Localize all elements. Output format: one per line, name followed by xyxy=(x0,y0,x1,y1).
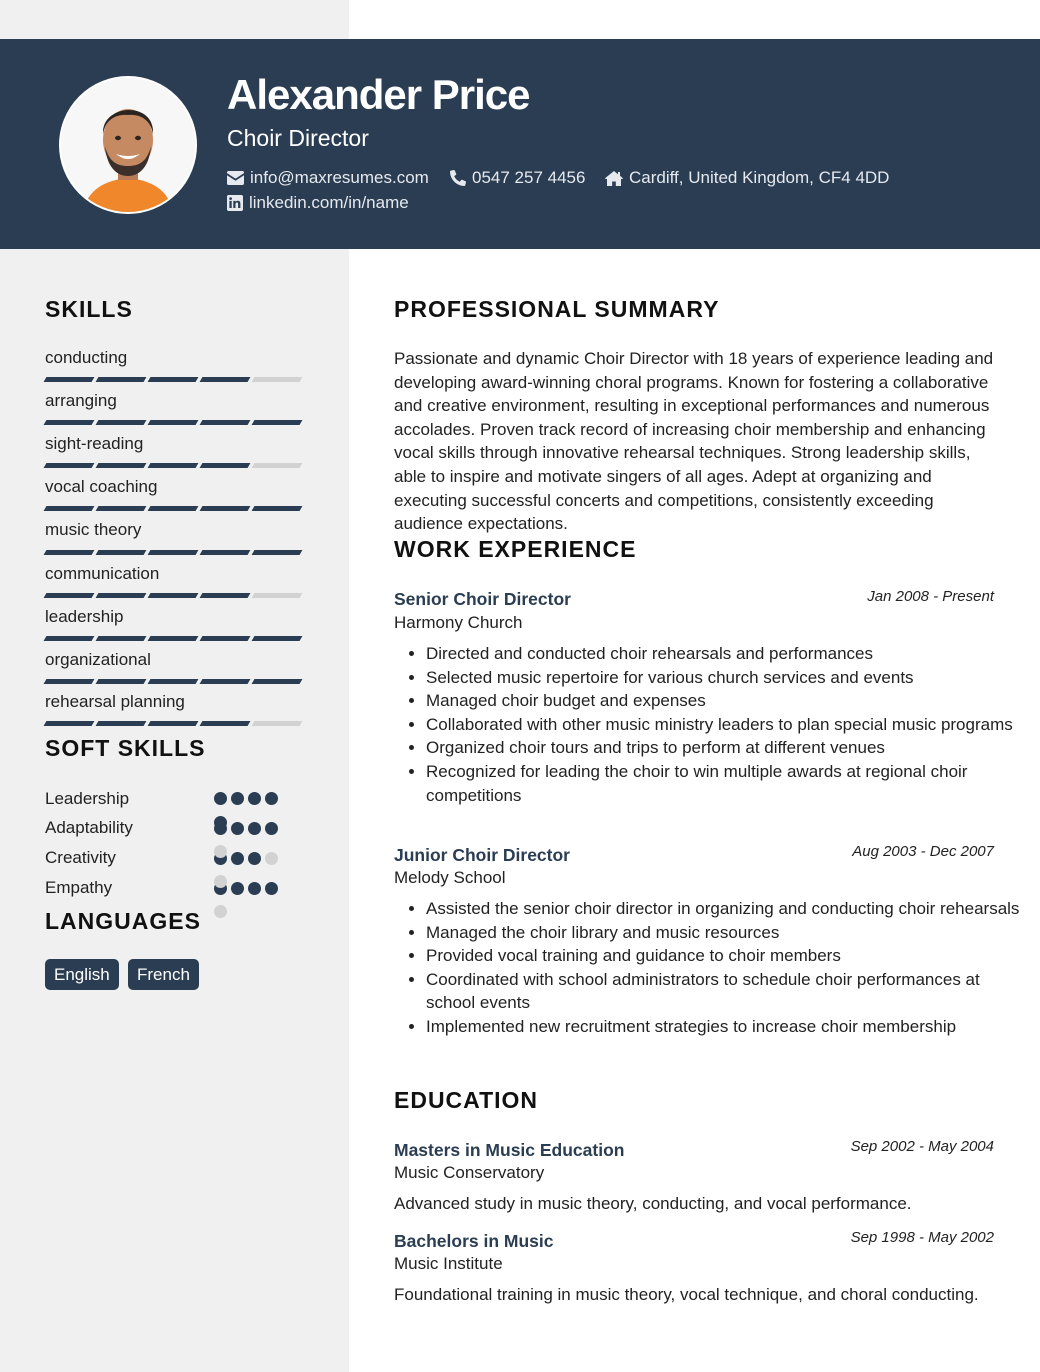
envelope-icon xyxy=(227,171,244,185)
soft-skill-name: Creativity xyxy=(45,848,116,867)
skill-name: communication xyxy=(45,564,160,583)
education-heading: EDUCATION xyxy=(394,1087,539,1113)
school-name: Music Conservatory xyxy=(394,1163,545,1182)
job-bullets xyxy=(394,897,1026,1039)
soft-skills-heading: SOFT SKILLS xyxy=(45,735,206,761)
skill-name: vocal coaching xyxy=(45,477,158,496)
job-organization: Melody School xyxy=(394,868,506,887)
education-dates: Sep 2002 - May 2004 xyxy=(850,1138,994,1155)
soft-skill-rating-dots xyxy=(214,792,278,805)
skill-rating-bar xyxy=(45,506,301,511)
skill-name: sight-reading xyxy=(45,434,144,453)
resume-header xyxy=(0,39,1040,249)
contact-address xyxy=(605,168,889,188)
phone-text: 0547 257 4456 xyxy=(472,168,586,187)
address-text: Cardiff, United Kingdom, CF4 4DD xyxy=(629,168,890,187)
skill-rating-bar xyxy=(45,721,301,726)
job-dates: Aug 2003 - Dec 2007 xyxy=(852,843,994,860)
overflow-dot xyxy=(214,845,227,858)
skill-rating-bar xyxy=(45,550,301,555)
skill-rating-bar xyxy=(45,636,301,641)
list-item: • Organized choir tours and trips to perform at different venues xyxy=(426,736,1026,760)
overflow-dot xyxy=(214,875,227,888)
contact-phone[interactable] xyxy=(450,168,585,188)
job-organization: Harmony Church xyxy=(394,613,523,632)
candidate-name: Alexander Price xyxy=(227,71,530,118)
profile-photo-icon xyxy=(61,78,195,212)
skill-name: arranging xyxy=(45,391,117,410)
skill-rating-bar xyxy=(45,377,301,382)
job-title: Choir Director xyxy=(227,125,369,151)
education-dates: Sep 1998 - May 2002 xyxy=(850,1229,994,1246)
soft-skill-name: Empathy xyxy=(45,878,113,897)
list-item: • Collaborated with other music ministry leaders to plan special music programs xyxy=(426,713,1026,737)
list-item: • Recognized for leading the choir to win multiple awards at regional choir competitions xyxy=(426,760,1026,807)
skill-rating-bar xyxy=(45,593,301,598)
contact-email[interactable] xyxy=(227,168,429,188)
linkedin-text: linkedin.com/in/name xyxy=(249,193,409,212)
job-role: Junior Choir Director xyxy=(394,845,570,865)
language-badge: French xyxy=(128,959,199,990)
overflow-dot xyxy=(214,816,227,829)
contact-linkedin[interactable] xyxy=(227,193,409,213)
phone-icon xyxy=(450,170,466,186)
email-text: info@maxresumes.com xyxy=(250,168,429,187)
list-item: • Implemented new recruitment strategies to increase choir membership xyxy=(426,1015,1026,1039)
soft-skill-name: Leadership xyxy=(45,789,130,808)
skill-rating-bar xyxy=(45,463,301,468)
skill-rating-bar xyxy=(45,420,301,425)
job-bullets xyxy=(394,642,1026,807)
summary-heading: PROFESSIONAL SUMMARY xyxy=(394,296,720,322)
experience-heading: WORK EXPERIENCE xyxy=(394,536,637,562)
degree-title: Bachelors in Music xyxy=(394,1231,554,1251)
education-description: Foundational training in music theory, vocal technique, and choral conducting. xyxy=(394,1285,979,1304)
list-item: • Provided vocal training and guidance to choir members xyxy=(426,944,1026,968)
skill-name: organizational xyxy=(45,650,151,669)
skill-name: music theory xyxy=(45,520,142,539)
avatar xyxy=(59,76,197,214)
skill-name: conducting xyxy=(45,348,128,367)
skills-heading: SKILLS xyxy=(45,296,133,322)
skill-name: rehearsal planning xyxy=(45,692,185,711)
summary-text: Passionate and dynamic Choir Director with 18 years of experience leading and developing award-winning choral programs. Known for fostering a collaborative and creative environment, resulting in exceptional performances and numerous accolades. Proven track record of increasing choir membership and enhancing vocal skills through innovative rehearsal techniques. Strong leadership skills, able to inspire and motivate singers of all ages. Adept at organizing and executing successful concerts and competitions, consistently exceeding audience expectations. xyxy=(394,349,994,534)
list-item: • Assisted the senior choir director in organizing and conducting choir rehearsals xyxy=(426,897,1026,921)
list-item: • Directed and conducted choir rehearsals and performances xyxy=(426,642,1026,666)
list-item: • Managed choir budget and expenses xyxy=(426,689,1026,713)
school-name: Music Institute xyxy=(394,1254,503,1273)
home-icon xyxy=(605,171,623,186)
skill-rating-bar xyxy=(45,679,301,684)
language-badge: English xyxy=(45,959,119,990)
education-description: Advanced study in music theory, conducting, and vocal performance. xyxy=(394,1194,912,1213)
degree-title: Masters in Music Education xyxy=(394,1140,625,1160)
skill-name: leadership xyxy=(45,607,124,626)
list-item: • Managed the choir library and music resources xyxy=(426,921,1026,945)
overflow-dot xyxy=(214,905,227,918)
linkedin-icon xyxy=(227,195,243,211)
list-item: • Selected music repertoire for various church services and events xyxy=(426,666,1026,690)
job-dates: Jan 2008 - Present xyxy=(867,588,994,605)
languages-heading: LANGUAGES xyxy=(45,908,201,934)
soft-skill-name: Adaptability xyxy=(45,818,133,837)
list-item: • Coordinated with school administrators to schedule choir performances at school events xyxy=(426,968,1026,1015)
job-role: Senior Choir Director xyxy=(394,589,571,609)
